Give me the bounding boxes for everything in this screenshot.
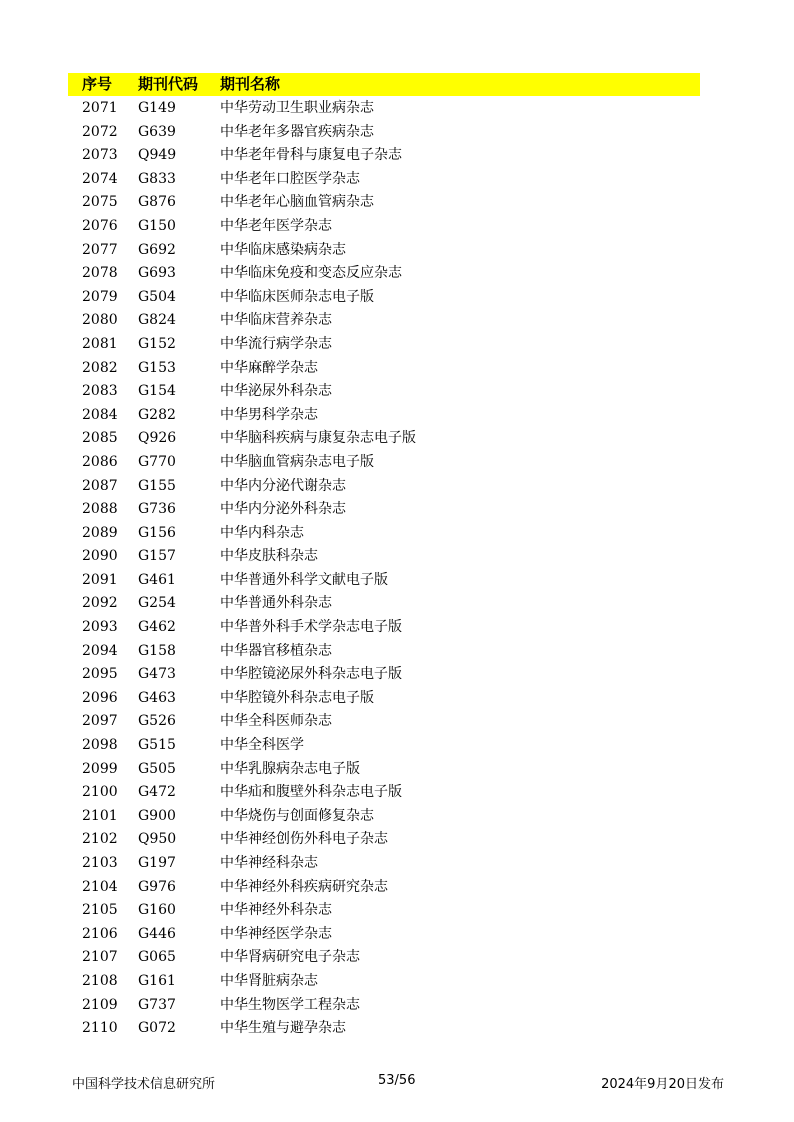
cell-seq: 2087 — [82, 477, 118, 494]
cell-seq: 2097 — [82, 713, 118, 730]
cell-code: Q949 — [138, 147, 177, 164]
cell-code: G693 — [138, 265, 176, 282]
cell-seq: 2099 — [82, 760, 118, 777]
table-row — [68, 757, 700, 781]
cell-name: 中华内分泌代谢杂志 — [220, 477, 346, 494]
table-row — [68, 827, 700, 851]
cell-seq: 2091 — [82, 571, 118, 588]
cell-seq: 2102 — [82, 831, 118, 848]
cell-name: 中华腔镜外科杂志电子版 — [220, 689, 374, 706]
cell-seq: 2103 — [82, 855, 118, 871]
cell-name: 中华临床免疫和变态反应杂志 — [220, 265, 402, 282]
cell-name: 中华老年口腔医学杂志 — [220, 170, 360, 187]
cell-seq: 2081 — [82, 335, 118, 352]
cell-seq: 2095 — [82, 666, 118, 683]
cell-seq: 2098 — [82, 737, 118, 754]
cell-code: G504 — [138, 288, 176, 305]
cell-seq: 2096 — [82, 689, 118, 706]
header-seq: 序号 — [82, 75, 113, 93]
cell-name: 中华脑科疾病与康复杂志电子版 — [220, 430, 416, 447]
cell-name: 中华全科医学 — [220, 737, 304, 754]
cell-name: 中华神经创伤外科电子杂志 — [220, 831, 388, 848]
table-row — [68, 709, 700, 733]
cell-code: G824 — [138, 312, 176, 329]
cell-name: 中华疝和腹壁外科杂志电子版 — [220, 784, 402, 801]
cell-code: G156 — [138, 524, 176, 541]
cell-seq: 2077 — [82, 241, 118, 258]
table-row — [68, 733, 700, 757]
table-row — [68, 96, 700, 120]
cell-seq: 2108 — [82, 972, 118, 989]
cell-name: 中华脑血管病杂志电子版 — [220, 453, 374, 470]
cell-name: 中华老年骨科与康复电子杂志 — [220, 147, 402, 164]
header-name: 期刊名称 — [220, 75, 281, 93]
cell-seq: 2100 — [82, 784, 118, 801]
footer-publisher: 中国科学技术信息研究所 — [72, 1077, 216, 1092]
cell-name: 中华皮肤科杂志 — [220, 548, 318, 565]
cell-code: G833 — [138, 170, 176, 187]
cell-seq: 2093 — [82, 619, 118, 636]
table-row — [68, 379, 700, 403]
cell-seq: 2073 — [82, 147, 118, 164]
cell-code: G736 — [138, 501, 176, 518]
cell-code: G160 — [138, 902, 176, 919]
cell-seq: 2078 — [82, 265, 118, 282]
table-row — [68, 143, 700, 167]
cell-code: G770 — [138, 453, 176, 470]
cell-name: 中华老年多器官疾病杂志 — [220, 123, 374, 140]
cell-code: G462 — [138, 619, 176, 636]
table-row — [68, 497, 700, 521]
cell-name: 中华生殖与避孕杂志 — [220, 1020, 346, 1037]
cell-name: 中华内分泌外科杂志 — [220, 501, 346, 518]
table-row — [68, 450, 700, 474]
table-row — [68, 662, 700, 686]
table-row — [68, 238, 700, 262]
table-row — [68, 214, 700, 238]
cell-code: G065 — [138, 949, 176, 966]
cell-code: G161 — [138, 972, 176, 989]
cell-seq: 2083 — [82, 383, 118, 400]
cell-name: 中华器官移植杂志 — [220, 642, 332, 659]
table-row — [68, 568, 700, 592]
cell-name: 中华肾脏病杂志 — [220, 972, 318, 989]
cell-code: G157 — [138, 548, 176, 565]
table-row — [68, 591, 700, 615]
cell-seq: 2109 — [82, 996, 118, 1013]
cell-seq: 2075 — [82, 194, 118, 211]
cell-name: 中华泌尿外科杂志 — [220, 383, 332, 400]
table-row — [68, 308, 700, 332]
cell-code: G153 — [138, 359, 176, 376]
cell-code: G900 — [138, 807, 176, 824]
table-row — [68, 261, 700, 285]
table-row — [68, 356, 700, 380]
cell-seq: 2105 — [82, 902, 118, 919]
cell-seq: 2080 — [82, 312, 118, 329]
table-row — [68, 167, 700, 191]
cell-code: G155 — [138, 477, 176, 494]
cell-code: G692 — [138, 241, 176, 258]
cell-seq: 2090 — [82, 548, 118, 565]
cell-name: 中华肾病研究电子杂志 — [220, 949, 360, 966]
table-row — [68, 120, 700, 144]
cell-code: G463 — [138, 689, 176, 706]
cell-seq: 2079 — [82, 288, 118, 305]
cell-name: 中华劳动卫生职业病杂志 — [220, 100, 374, 116]
cell-seq: 2082 — [82, 359, 118, 376]
cell-code: G072 — [138, 1020, 176, 1037]
cell-name: 中华乳腺病杂志电子版 — [220, 760, 360, 777]
cell-name: 中华全科医师杂志 — [220, 713, 332, 730]
cell-name: 中华男科学杂志 — [220, 406, 318, 423]
cell-name: 中华神经外科疾病研究杂志 — [220, 878, 388, 895]
cell-code: G876 — [138, 194, 176, 211]
cell-code: G197 — [138, 855, 176, 871]
cell-seq: 2071 — [82, 100, 118, 116]
table-row — [68, 285, 700, 309]
cell-code: G152 — [138, 335, 176, 352]
cell-name: 中华老年心脑血管病杂志 — [220, 194, 374, 211]
cell-code: G254 — [138, 595, 176, 612]
cell-code: G473 — [138, 666, 176, 683]
table-row — [68, 615, 700, 639]
cell-name: 中华临床感染病杂志 — [220, 241, 346, 258]
table-body — [68, 96, 700, 1040]
table-row — [68, 190, 700, 214]
cell-name: 中华普通外科学文献电子版 — [220, 571, 388, 588]
footer-date: 2024年9月20日发布 — [601, 1077, 724, 1092]
table-row — [68, 521, 700, 545]
cell-name: 中华生物医学工程杂志 — [220, 996, 360, 1013]
cell-seq: 2110 — [82, 1020, 118, 1037]
cell-name: 中华腔镜泌尿外科杂志电子版 — [220, 666, 402, 683]
cell-seq: 2086 — [82, 453, 118, 470]
header-code: 期刊代码 — [138, 75, 199, 93]
table-row — [68, 544, 700, 568]
cell-seq: 2088 — [82, 501, 118, 518]
cell-code: G472 — [138, 784, 176, 801]
cell-code: G158 — [138, 642, 176, 659]
cell-seq: 2074 — [82, 170, 118, 187]
cell-code: G976 — [138, 878, 176, 895]
cell-seq: 2089 — [82, 524, 118, 541]
table-row — [68, 851, 700, 875]
cell-name: 中华普外科手术学杂志电子版 — [220, 619, 402, 636]
cell-code: G149 — [138, 100, 176, 116]
cell-code: G461 — [138, 571, 176, 588]
cell-code: G505 — [138, 760, 176, 777]
table-row — [68, 426, 700, 450]
cell-name: 中华临床医师杂志电子版 — [220, 288, 374, 305]
cell-name: 中华老年医学杂志 — [220, 217, 332, 234]
footer-page-number: 53/56 — [378, 1073, 416, 1088]
cell-name: 中华烧伤与创面修复杂志 — [220, 807, 374, 824]
cell-code: G737 — [138, 996, 176, 1013]
cell-code: Q926 — [138, 430, 177, 447]
table-row — [68, 922, 700, 946]
table-row — [68, 686, 700, 710]
cell-seq: 2072 — [82, 123, 118, 140]
cell-code: G639 — [138, 123, 176, 140]
cell-code: G150 — [138, 217, 176, 234]
table-row — [68, 875, 700, 899]
cell-seq: 2107 — [82, 949, 118, 966]
cell-seq: 2085 — [82, 430, 118, 447]
cell-seq: 2092 — [82, 595, 118, 612]
cell-name: 中华神经外科杂志 — [220, 902, 332, 919]
cell-code: G154 — [138, 383, 176, 400]
cell-code: G446 — [138, 925, 176, 942]
cell-name: 中华普通外科杂志 — [220, 595, 332, 612]
table-row — [68, 945, 700, 969]
cell-seq: 2076 — [82, 217, 118, 234]
table-row — [68, 403, 700, 427]
table-row — [68, 969, 700, 993]
cell-name: 中华临床营养杂志 — [220, 312, 332, 329]
cell-seq: 2101 — [82, 807, 118, 824]
cell-seq: 2084 — [82, 406, 118, 423]
cell-code: G515 — [138, 737, 176, 754]
table-row — [68, 474, 700, 498]
table-header — [68, 73, 700, 96]
table-row — [68, 993, 700, 1017]
table-row — [68, 898, 700, 922]
table-row — [68, 804, 700, 828]
cell-code: G282 — [138, 406, 176, 423]
table-row — [68, 780, 700, 804]
cell-name: 中华麻醉学杂志 — [220, 359, 318, 376]
cell-seq: 2104 — [82, 878, 118, 895]
cell-name: 中华神经科杂志 — [220, 855, 318, 871]
cell-seq: 2106 — [82, 925, 118, 942]
cell-name: 中华神经医学杂志 — [220, 925, 332, 942]
cell-name: 中华流行病学杂志 — [220, 335, 332, 352]
cell-code: G526 — [138, 713, 176, 730]
cell-code: Q950 — [138, 831, 177, 848]
cell-name: 中华内科杂志 — [220, 524, 304, 541]
table-row — [68, 332, 700, 356]
table-row — [68, 1016, 700, 1040]
cell-seq: 2094 — [82, 642, 118, 659]
table-row — [68, 639, 700, 663]
